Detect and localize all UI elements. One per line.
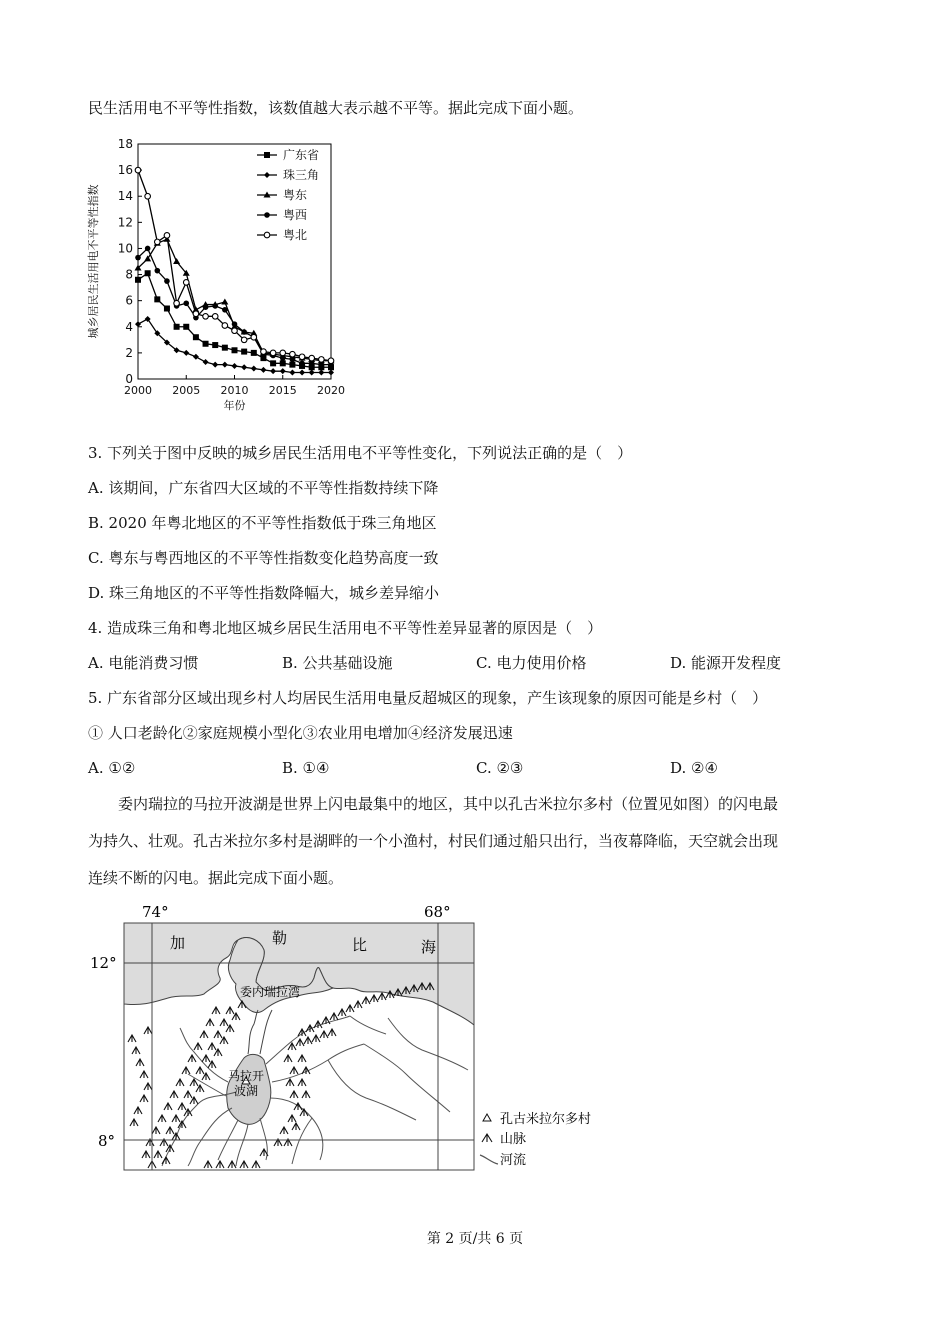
mountain-symbol <box>338 1009 346 1016</box>
passage-line-2: 为持久、壮观。孔古米拉尔多村是湖畔的一个小渔村，村民们通过船只出行，当夜幕降临，天空就会出现 <box>88 832 779 850</box>
mountain-symbol <box>298 1079 306 1086</box>
data-point <box>135 321 141 327</box>
data-point <box>251 366 257 372</box>
legend-label: 粤东 <box>283 188 308 202</box>
legend-mountain: 山脉 <box>500 1132 527 1147</box>
data-point <box>183 300 189 306</box>
legend-label: 珠三角 <box>283 168 320 182</box>
data-point <box>328 358 334 364</box>
sea-char-1: 加 <box>170 934 186 952</box>
data-point <box>221 298 228 304</box>
latitude-8: 8° <box>98 1132 116 1150</box>
q5-option-d: D. ②④ <box>670 759 718 777</box>
data-point <box>280 360 286 366</box>
mountain-symbol <box>362 997 370 1004</box>
mountain-symbol <box>140 1095 148 1102</box>
mountain-symbol <box>184 1091 192 1098</box>
legend-marker <box>264 172 270 178</box>
y-tick-label: 14 <box>117 189 133 204</box>
gulf-label: 委内瑞拉湾 <box>240 985 301 999</box>
data-point <box>174 324 180 330</box>
mountain-symbol <box>330 1013 338 1020</box>
y-tick-label: 12 <box>117 215 133 230</box>
data-point <box>289 369 295 375</box>
q5-option-c: C. ②③ <box>476 759 524 777</box>
data-point <box>232 347 238 353</box>
data-point <box>319 357 325 363</box>
data-point <box>144 255 151 261</box>
data-point <box>241 337 247 343</box>
legend-marker <box>264 152 270 158</box>
data-point <box>193 334 199 340</box>
mountain-symbol <box>232 1013 240 1020</box>
mountain-symbol <box>284 1055 292 1062</box>
data-point <box>270 350 276 356</box>
data-point <box>193 311 199 317</box>
mountain-symbol <box>190 1097 198 1104</box>
mountain-symbol <box>194 1043 202 1050</box>
river-legend-icon <box>480 1155 498 1164</box>
mountain-symbol <box>196 1085 204 1092</box>
mountain-symbol <box>158 1115 166 1122</box>
data-point <box>212 303 218 309</box>
data-point <box>203 304 209 310</box>
longitude-68: 68° <box>424 903 451 921</box>
y-tick-label: 0 <box>125 372 133 386</box>
legend-marker <box>264 212 270 218</box>
y-tick-label: 6 <box>125 293 133 308</box>
q4-option-d: D. 能源开发程度 <box>670 654 782 672</box>
data-point <box>135 277 141 283</box>
x-tick-label: 2000 <box>124 384 152 397</box>
mountain-symbol <box>134 1107 142 1114</box>
mountain-symbol <box>320 1031 328 1038</box>
mountain-symbol <box>296 1039 304 1046</box>
mountain-symbol <box>214 1031 222 1038</box>
mountain-symbol <box>202 1073 210 1080</box>
mountain-symbol <box>370 995 378 1002</box>
mountain-symbol <box>154 1151 162 1158</box>
longitude-74: 74° <box>142 903 169 921</box>
data-point <box>212 362 218 368</box>
mountain-symbol <box>346 1005 354 1012</box>
data-point <box>145 193 151 199</box>
data-point <box>212 342 218 348</box>
q5-option-b: B. ①④ <box>282 759 330 777</box>
lake-label-line-1: 马拉开 <box>228 1069 265 1083</box>
mountain-symbol <box>176 1079 184 1086</box>
data-point <box>164 233 170 239</box>
latitude-12: 12° <box>90 954 117 972</box>
mountain-symbol <box>132 1047 140 1054</box>
data-point <box>289 362 295 368</box>
y-tick-label: 16 <box>117 163 133 178</box>
q3-option-c: C. 粤东与粤西地区的不平等性指数变化趋势高度一致 <box>88 549 439 567</box>
q5-option-a: A. ①② <box>88 759 136 777</box>
legend-river: 河流 <box>500 1153 527 1168</box>
data-point <box>203 314 209 320</box>
sea-char-2: 勒 <box>272 929 288 947</box>
mountain-symbol <box>298 1055 306 1062</box>
data-point <box>183 350 189 356</box>
x-tick-label: 2020 <box>317 384 345 397</box>
sea-char-4: 海 <box>421 938 437 956</box>
q4-option-c: C. 电力使用价格 <box>476 654 587 672</box>
sea-char-3: 比 <box>352 936 368 954</box>
data-point <box>164 306 170 312</box>
mountain-symbol <box>216 1161 224 1168</box>
y-tick-label: 2 <box>125 345 133 360</box>
mountain-symbol <box>306 1025 314 1032</box>
mountain-symbol <box>204 1161 212 1168</box>
mountain-symbol <box>142 1151 150 1158</box>
passage-line-1: 委内瑞拉的马拉开波湖是世界上闪电最集中的地区，其中以孔古米拉尔多村（位置见如图）的闪电最 <box>118 795 779 813</box>
legend-label: 粤北 <box>283 228 308 242</box>
mountain-symbol <box>196 1067 204 1074</box>
mountain-symbol <box>286 1079 294 1086</box>
mountain-symbol <box>172 1133 180 1140</box>
mountain-symbol <box>312 1035 320 1042</box>
mountain-symbol <box>280 1127 288 1134</box>
data-point <box>280 368 286 374</box>
q3-option-a: A. 该期间，广东省四大区域的不平等性指数持续下降 <box>88 479 439 497</box>
mountain-symbol <box>322 1017 330 1024</box>
data-point <box>145 246 151 252</box>
mountain-symbol <box>226 1025 234 1032</box>
data-point <box>270 368 276 374</box>
data-point <box>183 324 189 330</box>
mountain-symbol <box>184 1109 192 1116</box>
data-point <box>232 328 238 334</box>
data-point <box>164 278 170 284</box>
data-point <box>135 255 141 261</box>
mountain-symbol <box>212 1007 220 1014</box>
inequality-chart <box>85 135 345 425</box>
data-point <box>155 239 161 245</box>
mountain-symbol <box>220 1019 228 1026</box>
mountain-symbol <box>200 1031 208 1038</box>
mountain-symbol <box>130 1119 138 1126</box>
data-point <box>145 270 151 276</box>
data-point <box>154 296 160 302</box>
intro-text: 民生活用电不平等性指数，该数值越大表示越不平等。据此完成下面小题。 <box>88 99 584 117</box>
page-footer: 第 2 页/共 6 页 <box>426 1231 524 1247</box>
mountain-legend-icon <box>482 1134 492 1142</box>
data-point <box>299 354 305 360</box>
data-point <box>270 360 276 366</box>
mountain-symbol <box>328 1029 336 1036</box>
data-point <box>232 363 238 369</box>
data-point <box>309 355 315 361</box>
mountain-symbol <box>208 1061 216 1068</box>
mountain-symbol <box>166 1145 174 1152</box>
map-legend <box>480 1111 591 1168</box>
mountain-symbol <box>202 1055 210 1062</box>
data-point <box>222 345 228 351</box>
lake-maracaibo-map <box>88 898 608 1188</box>
rivers <box>162 1016 468 1166</box>
mountain-symbol <box>178 1121 186 1128</box>
mountain-symbol <box>170 1091 178 1098</box>
mountain-symbol <box>136 1059 144 1066</box>
y-tick-label: 10 <box>117 241 133 256</box>
mountain-symbol <box>240 1161 248 1168</box>
mountain-symbol <box>252 1161 260 1168</box>
data-point <box>251 334 257 340</box>
mountain-symbol <box>144 1027 152 1034</box>
data-point <box>318 369 324 375</box>
mountain-symbol <box>354 1001 362 1008</box>
data-point <box>183 280 189 286</box>
q5-items: ① 人口老龄化②家庭规模小型化③农业用电增加④经济发展迅速 <box>88 724 513 742</box>
data-point <box>193 354 199 360</box>
q3-stem: 3. 下列关于图中反映的城乡居民生活用电不平等性变化，下列说法正确的是（ ） <box>88 444 633 462</box>
legend-village: 孔古米拉尔多村 <box>500 1112 592 1127</box>
data-point <box>212 314 218 320</box>
q4-option-b: B. 公共基础设施 <box>282 654 393 672</box>
y-tick-label: 18 <box>117 137 133 151</box>
mountain-symbol <box>182 1067 190 1074</box>
mountain-symbol <box>144 1083 152 1090</box>
data-point <box>232 321 238 327</box>
passage-line-3: 连续不断的闪电。据此完成下面小题。 <box>88 869 344 887</box>
legend-marker <box>264 232 270 238</box>
data-point <box>155 268 161 274</box>
x-axis-label: 年份 <box>223 399 246 412</box>
data-point <box>328 369 334 375</box>
data-point <box>222 323 228 329</box>
data-point <box>174 300 180 306</box>
data-point <box>241 364 247 370</box>
x-tick-label: 2005 <box>172 384 201 397</box>
mountain-symbol <box>292 1123 300 1130</box>
mountain-symbol <box>172 1115 180 1122</box>
y-tick-label: 4 <box>125 319 133 334</box>
data-point <box>261 349 267 355</box>
x-tick-label: 2015 <box>268 384 297 397</box>
mountain-symbol <box>228 1161 236 1168</box>
y-tick-label: 8 <box>125 267 133 282</box>
mountain-symbol <box>208 1043 216 1050</box>
data-point <box>309 369 315 375</box>
legend-label: 粤西 <box>283 208 308 222</box>
mountain-symbol <box>304 1037 312 1044</box>
data-point <box>135 167 141 173</box>
mountain-symbol <box>140 1071 148 1078</box>
mountain-symbol <box>152 1127 160 1134</box>
q3-option-d: D. 珠三角地区的不平等性指数降幅大，城乡差异缩小 <box>88 584 440 602</box>
q4-option-a: A. 电能消费习惯 <box>88 654 199 672</box>
data-point <box>222 307 228 313</box>
mountain-symbol <box>290 1091 298 1098</box>
mountain-symbol <box>190 1079 198 1086</box>
data-point <box>241 329 247 335</box>
lake-label-line-2: 波湖 <box>234 1084 259 1098</box>
q4-stem: 4. 造成珠三角和粤北地区城乡居民生活用电不平等性差异显著的原因是（ ） <box>88 619 603 637</box>
mountain-symbol <box>188 1055 196 1062</box>
mountain-symbol <box>166 1127 174 1134</box>
village-legend-icon <box>483 1114 491 1121</box>
q3-option-b: B. 2020 年粤北地区的不平等性指数低于珠三角地区 <box>88 514 437 532</box>
mountain-symbol <box>214 1049 222 1056</box>
mountain-symbol <box>162 1157 170 1164</box>
data-point <box>241 349 247 355</box>
data-point <box>203 359 209 365</box>
data-point <box>203 341 209 347</box>
x-tick-label: 2010 <box>220 384 249 397</box>
data-point <box>290 351 296 357</box>
mountain-symbol <box>164 1103 172 1110</box>
data-point <box>299 361 305 367</box>
data-point <box>251 350 257 356</box>
data-point <box>222 362 228 368</box>
mountain-symbol <box>378 993 386 1000</box>
mountain-symbol <box>178 1103 186 1110</box>
q5-stem: 5. 广东省部分区域出现乡村人均居民生活用电量反超城区的现象，产生该现象的原因可能是乡村（ ） <box>88 689 768 707</box>
mountain-symbol <box>206 1019 214 1026</box>
data-point <box>260 367 266 373</box>
mountain-symbol <box>288 1115 296 1122</box>
data-point <box>299 369 305 375</box>
y-axis-label: 城乡居民生活用电不平等性指数 <box>87 184 100 339</box>
legend-label: 广东省 <box>283 148 320 162</box>
data-point <box>280 350 286 356</box>
mountain-symbol <box>226 1007 234 1014</box>
data-point <box>173 258 180 264</box>
mountain-symbol <box>128 1035 136 1042</box>
mountain-symbol <box>302 1091 310 1098</box>
mountain-symbol <box>290 1067 298 1074</box>
mountain-symbol <box>220 1037 228 1044</box>
